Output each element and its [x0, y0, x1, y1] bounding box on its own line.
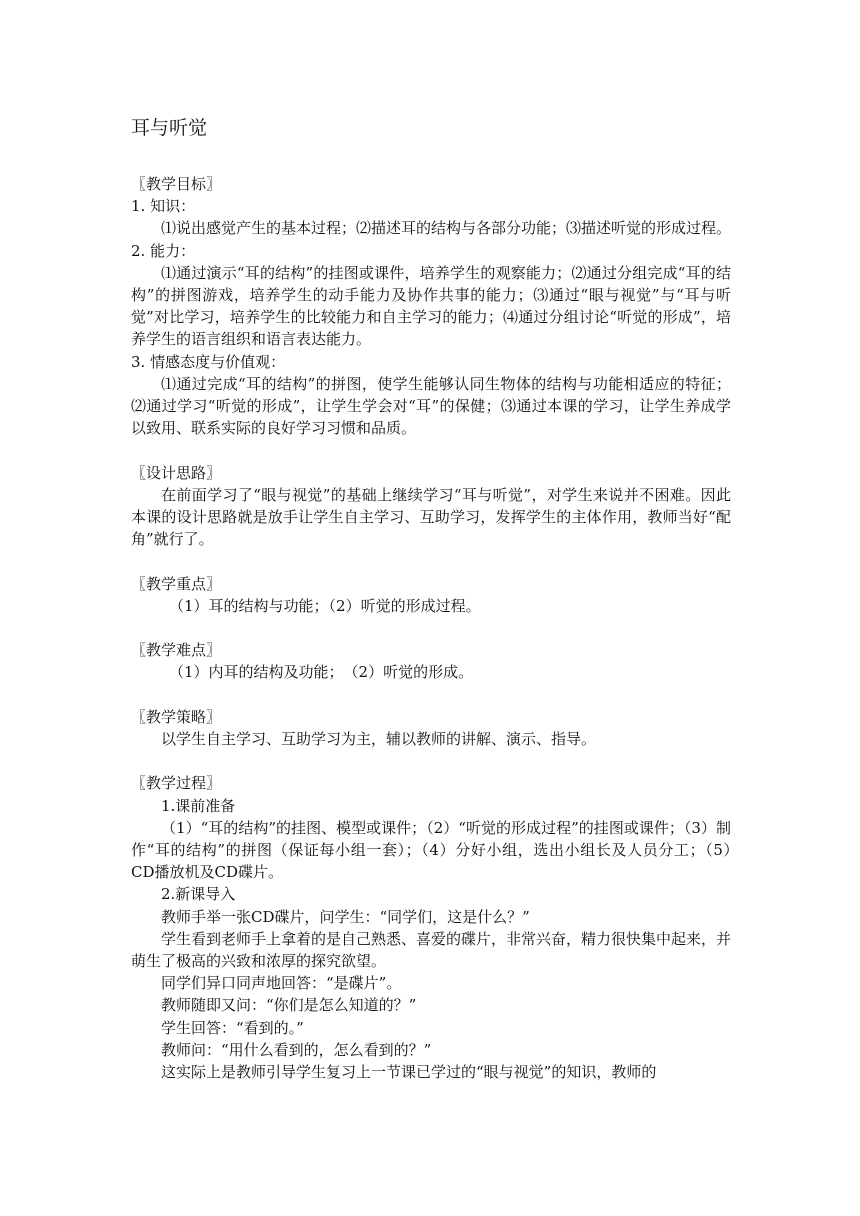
spacer — [131, 550, 731, 572]
spacer — [131, 617, 731, 639]
design-heading: 〖设计思路〗 — [131, 463, 222, 482]
difficulties-text: （1）内耳的结构及功能； （2）听觉的形成。 — [169, 663, 474, 682]
strategy-heading: 〖教学策略〗 — [131, 707, 222, 726]
document-title: 耳与听觉 — [131, 117, 208, 139]
process-step1-label: 1.课前准备 — [161, 796, 236, 815]
key-points-heading: 〖教学重点〗 — [131, 574, 222, 593]
spacer — [131, 750, 731, 772]
knowledge-text: ⑴说出感觉产生的基本过程；⑵描述耳的结构与各部分功能；⑶描述听觉的形成过程。 — [161, 219, 732, 238]
process-paragraph: 学生看到老师手上拿着的是自己熟悉、喜爱的碟片，非常兴奋，精力很快集中起来，并萌生了极高的兴致和浓厚的探究欲望。 — [131, 929, 732, 971]
design-text: 在前面学习了“眼与视觉”的基础上继续学习“耳与听觉”，对学生来说并不困难。因此本课的设计思路就是放手让学生自主学习、互助学习，发挥学生的主体作用，教师当好“配角”就行了。 — [131, 485, 731, 549]
emotion-text: ⑴通过完成“耳的结构”的拼图，使学生能够认同生物体的结构与功能相适应的特征；⑵通过学习“听觉的形成”，让学生学会对“耳”的保健；⑶通过本课的学习，让学生养成学以致用、联系实际的良好学习习惯和品质。 — [131, 374, 731, 438]
process-paragraph: 教师随即又问：“你们是怎么知道的？” — [161, 996, 417, 1015]
process-paragraph: 同学们异口同声地回答：“是碟片”。 — [161, 974, 402, 993]
objectives-heading: 〖教学目标〗 — [131, 175, 222, 193]
spacer — [131, 684, 731, 706]
key-points-text: （1）耳的结构与功能；（2）听觉的形成过程。 — [169, 596, 481, 615]
ability-text: ⑴通过演示“耳的结构”的挂图或课件，培养学生的观察能力；⑵通过分组完成“耳的结构”的拼图游戏，培养学生的动手能力及协作共事的能力；⑶通过“眼与视觉”与“耳与听觉”对比学习，培养学生的比较能力和自主学习的能力；⑷通过分组讨论“听觉的形成”，培养学生的语言组织和语言表达能力。 — [131, 263, 731, 349]
emotion-label: 3. 情感态度与价值观： — [131, 352, 286, 371]
process-step2-label: 2.新课导入 — [161, 885, 236, 904]
process-paragraph: 教师手举一张CD碟片，问学生：“同学们，这是什么？” — [161, 907, 530, 926]
spacer — [131, 439, 731, 461]
strategy-text: 以学生自主学习、互助学习为主，辅以教师的讲解、演示、指导。 — [161, 730, 597, 749]
process-paragraph: 教师问：“用什么看到的，怎么看到的？” — [161, 1040, 432, 1059]
process-step1-text: （1）“耳的结构”的挂图、模型或课件；（2）“听觉的形成过程”的挂图或课件；（3）制作“耳的结构”的拼图（保证每小组一套）；（4）分好小组，选出小组长及人员分工；（5） CD播放机及CD碟片。 — [131, 818, 747, 882]
process-heading: 〖教学过程〗 — [131, 774, 222, 793]
difficulties-heading: 〖教学难点〗 — [131, 641, 222, 660]
process-paragraph: 这实际上是教师引导学生复习上一节课已学过的“眼与视觉”的知识，教师的 — [161, 1063, 657, 1082]
document-body — [131, 173, 747, 1083]
knowledge-label: 1. 知识： — [131, 197, 196, 216]
ability-label: 2. 能力： — [131, 241, 196, 260]
process-paragraph: 学生回答：“看到的。” — [161, 1018, 304, 1037]
